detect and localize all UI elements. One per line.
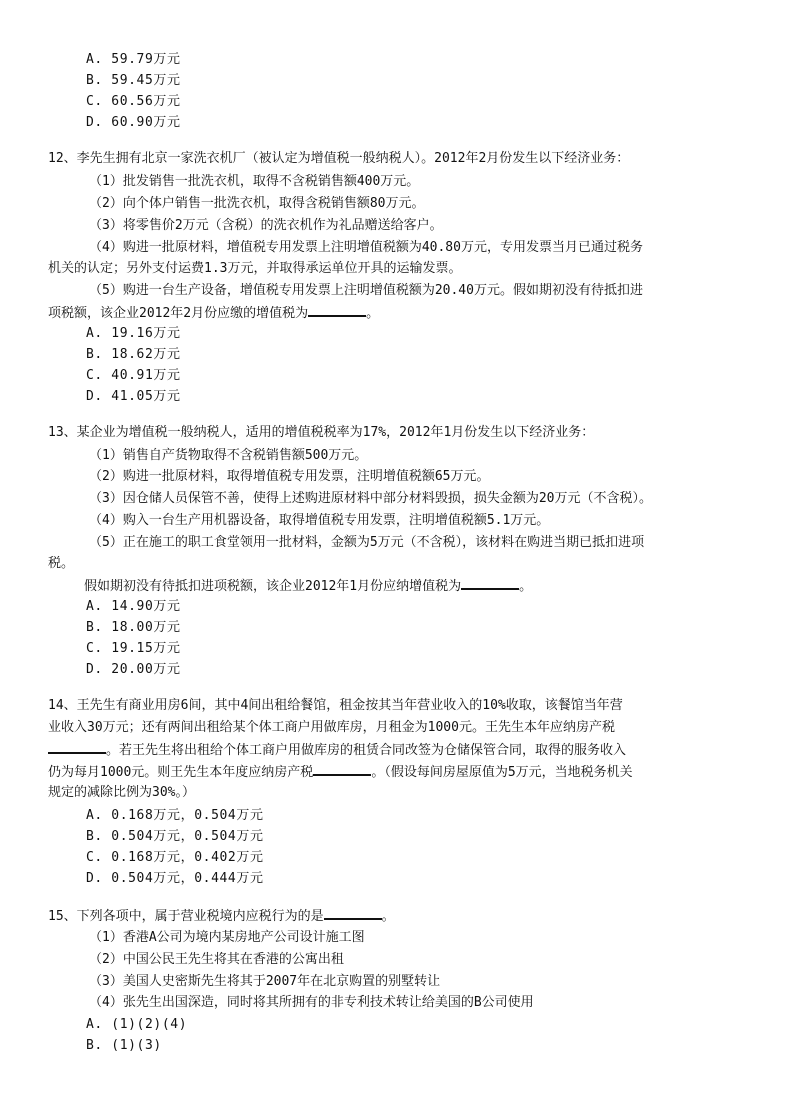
q14-line-4-text: 仍为每月1000元。则王先生本年度应纳房产税 [48, 765, 314, 780]
q14-line-1: 14、王先生有商业用房6间，其中4间出租给餐馆，租金按其当年营业收入的10%收取，该餐馆当年营 [48, 698, 623, 713]
answer-blank [324, 906, 382, 920]
q15-item-2: （2）中国公民王先生将其在香港的公寓出租 [89, 952, 344, 967]
q11-option-d: D. 60.90万元 [86, 115, 181, 130]
q14-option-a: A. 0.168万元，0.504万元 [86, 808, 264, 823]
q13-item-2: （2）购进一批原材料，取得增值税专用发票，注明增值税额65万元。 [89, 469, 490, 484]
q12-option-c: C. 40.91万元 [86, 368, 181, 383]
q12-item-1: （1）批发销售一批洗衣机，取得不含税销售额400万元。 [89, 174, 420, 189]
q14-line-3-text: 。若王先生将出租给个体工商户用做库房的租赁合同改签为仓储保管合同，取得的服务收入 [106, 743, 627, 758]
q13-question-line [84, 576, 532, 597]
q12-item-5: （5）购进一台生产设备，增值税专用发票上注明增值税额为20.40万元。假如期初没有待抵扣进 [89, 283, 643, 298]
q13-question-text: 假如期初没有待抵扣进项税额，该企业2012年1月份应纳增值税为 [84, 579, 462, 594]
q12-item-4-cont: 机关的认定；另外支付运费1.3万元，并取得承运单位开具的运输发票。 [48, 261, 462, 276]
q12-item-2: （2）向个体户销售一批洗衣机，取得含税销售额80万元。 [89, 196, 425, 211]
q12-question-text: 项税额，该企业2012年2月份应缴的增值税为 [48, 306, 309, 321]
q13-item-5-cont: 税。 [48, 556, 75, 571]
q14-line-4 [48, 762, 633, 783]
q12-stem: 12、李先生拥有北京一家洗衣机厂（被认定为增值税一般纳税人）。2012年2月份发生以下经济业务： [48, 151, 630, 166]
q12-item-3: （3）将零售价2万元（含税）的洗衣机作为礼品赠送给客户。 [89, 218, 443, 233]
q12-option-d: D. 41.05万元 [86, 389, 181, 404]
q11-option-b: B. 59.45万元 [86, 73, 181, 88]
answer-blank [48, 740, 106, 754]
q14-option-d: D. 0.504万元，0.444万元 [86, 871, 264, 886]
q15-option-b: B. (1)(3) [86, 1038, 162, 1053]
q13-option-c: C. 19.15万元 [86, 641, 181, 656]
q15-stem-text: 15、下列各项中，属于营业税境内应税行为的是 [48, 909, 324, 924]
answer-blank [461, 576, 519, 590]
q15-item-1: （1）香港A公司为境内某房地产公司设计施工图 [89, 930, 365, 945]
q14-line-3 [48, 740, 626, 761]
q15-item-4: （4）张先生出国深造，同时将其所拥有的非专利技术转让给美国的B公司使用 [89, 995, 534, 1010]
q13-item-1: （1）销售自产货物取得不含税销售额500万元。 [89, 448, 368, 463]
q14-option-c: C. 0.168万元，0.402万元 [86, 850, 264, 865]
q13-option-a: A. 14.90万元 [86, 599, 181, 614]
q15-option-a: A. (1)(2)(4) [86, 1017, 188, 1032]
q12-option-b: B. 18.62万元 [86, 347, 181, 362]
q12-option-a: A. 19.16万元 [86, 326, 181, 341]
q12-item-4: （4）购进一批原材料，增值税专用发票上注明增值税额为40.80万元，专用发票当月已通过税务 [89, 240, 643, 255]
q14-line-2: 业收入30万元；还有两间出租给某个体工商户用做库房，月租金为1000元。王先生本年应纳房产税 [48, 720, 615, 735]
q14-option-b: B. 0.504万元，0.504万元 [86, 829, 264, 844]
q13-option-b: B. 18.00万元 [86, 620, 181, 635]
q15-stem [48, 906, 395, 927]
q14-line-5: 规定的减除比例为30%。） [48, 785, 195, 800]
q15-stem-end: 。 [381, 909, 395, 924]
q13-item-4: （4）购入一台生产用机器设备，取得增值税专用发票，注明增值税额5.1万元。 [89, 513, 550, 528]
q13-option-d: D. 20.00万元 [86, 662, 181, 677]
q13-item-5: （5）正在施工的职工食堂领用一批材料，金额为5万元（不含税），该材料在购进当期已抵扣进项 [89, 535, 645, 550]
answer-blank [308, 303, 366, 317]
q12-question-end: 。 [366, 306, 380, 321]
q13-question-end: 。 [519, 579, 533, 594]
q13-item-3: （3）因仓储人员保管不善，使得上述购进原材料中部分材料毁损，损失金额为20万元（不含税）。 [89, 491, 652, 506]
q13-stem: 13、某企业为增值税一般纳税人，适用的增值税税率为17%，2012年1月份发生以下经济业务： [48, 425, 595, 440]
q11-option-a: A. 59.79万元 [86, 52, 181, 67]
q14-line-4-end: 。（假设每间房屋原值为5万元，当地税务机关 [371, 765, 633, 780]
q12-question-line [48, 303, 379, 324]
q11-option-c: C. 60.56万元 [86, 94, 181, 109]
q15-item-3: （3）美国人史密斯先生将其于2007年在北京购置的别墅转让 [89, 974, 441, 989]
answer-blank [313, 762, 371, 776]
